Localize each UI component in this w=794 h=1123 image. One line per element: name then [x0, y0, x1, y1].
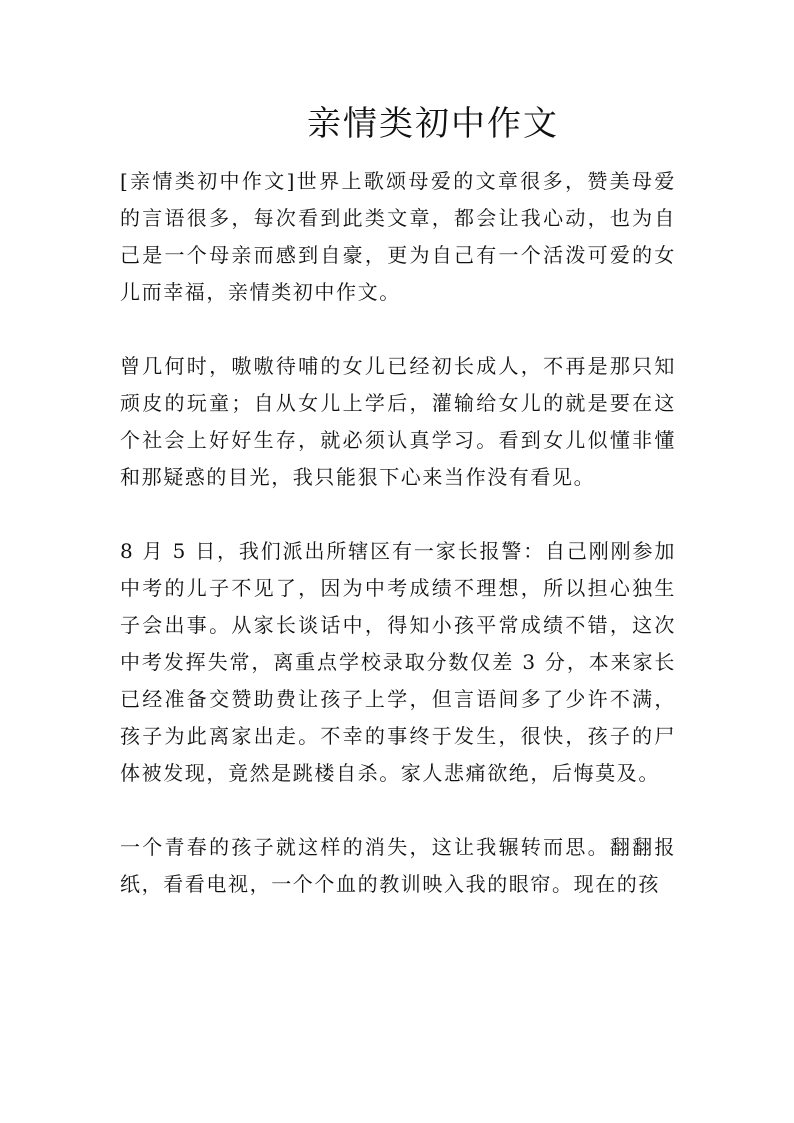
paragraph-3: 8 月 5 日，我们派出所辖区有一家长报警：自己刚刚参加中考的儿子不见了，因为中考成绩不理想，所以担心独生子会出事。从家长谈话中，得知小孩平常成绩不错，这次中考发挥失常，离重点学校录取分数仅差 3 分，本来家长已经准备交赞助费让孩子上学，但言语间多了少许不满，孩子为此离家出走。不幸的事终于发生，很快，孩子的尸体被发现，竟然是跳楼自杀。家人悲痛欲绝，后悔莫及。	[120, 539, 676, 785]
document-title: 亲情类初中作文	[307, 104, 559, 144]
document-body	[120, 163, 676, 903]
paragraph-4: 一个青春的孩子就这样的消失，这让我辗转而思。翻翻报纸，看看电视，一个个血的教训映入我的眼帘。现在的孩	[120, 835, 676, 896]
paragraph-2: 曾几何时，嗷嗷待哺的女儿已经初长成人，不再是那只知顽皮的玩童；自从女儿上学后，灌输给女儿的就是要在这个社会上好好生存，就必须认真学习。看到女儿似懂非懂和那疑惑的目光，我只能狠下心来当作没有看见。	[120, 354, 676, 489]
paragraph-1: [亲情类初中作文]世界上歌颂母爱的文章很多，赞美母爱的言语很多，每次看到此类文章，都会让我心动，也为自己是一个母亲而感到自豪，更为自己有一个活泼可爱的女儿而幸福，亲情类初中作文。	[120, 169, 676, 304]
